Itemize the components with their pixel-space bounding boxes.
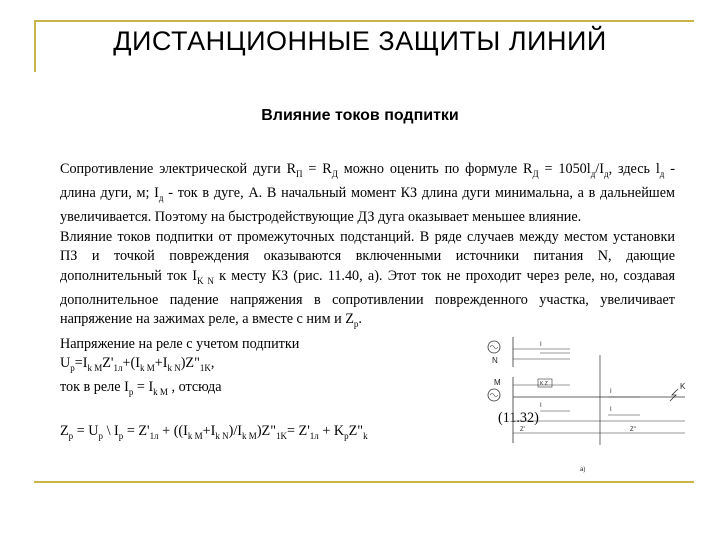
source-m-wave <box>490 394 498 397</box>
fault-zigzag-icon <box>670 389 678 401</box>
label-k: K <box>680 382 686 391</box>
label-kz: K Z <box>540 381 548 387</box>
label-z2: Z" <box>630 427 636 433</box>
label-a: а) <box>580 467 586 473</box>
slide-title: ДИСТАНЦИОННЫЕ ЗАЩИТЫ ЛИНИЙ <box>113 26 607 56</box>
label-n: N <box>492 356 498 365</box>
label-ikn-top: I <box>540 342 542 348</box>
paragraph-arc-resistance: Сопротивление электрической дуги $R_П = R_Д$ можно оценить по формуле $R_Д = 1050l_д/I_д$, здесь $l_д$ - длина дуги, м; $I_д$ - ток в дуге, А. В начальный момент КЗ длина дуги минимальна, а в дальнейшем увеличивается. Поэтому на быстродействующие ДЗ дуга оказывает меньшее влияние. <box>60 161 675 226</box>
source-n-wave <box>490 346 498 349</box>
label-ikm-right: I <box>610 407 612 413</box>
line-relay-voltage-intro: Напряжение на реле с учетом подпитки <box>60 335 300 352</box>
label-ikn-right: I <box>610 389 612 395</box>
label-z1: Z' <box>520 427 525 433</box>
line-relay-voltage-formula: $U_р=I_{k M}Z'_{1л}+(I_{k M}+I_{k N})Z"_{1K}$, <box>60 354 215 373</box>
label-m: M <box>494 378 501 387</box>
line-relay-current: ток в реле $I_р = I_{k M}$ , отсюда <box>60 379 222 398</box>
frame-bottom-rule <box>34 481 694 483</box>
label-ip: I <box>540 403 542 409</box>
feed-current-diagram <box>480 335 695 480</box>
equation-number: (11.32) <box>498 410 539 426</box>
line-impedance-formula: $Z_р = U_р$ \ $I_р = Z'_{1л}$ + $((I_{k M}+I_{k N})/I_{k M})Z"_{1K}= Z'_{1л}$ + $K_рZ"_k$ <box>60 423 368 442</box>
paragraph-feed-currents: Влияние токов подпитки от промежуточных подстанций. В ряде случаев между местом установки ПЗ и точкой повреждения оказываются включенными источники питания N, дающие дополнительный ток $I_{K N}$ к месту КЗ (рис. 11.40, а). Этот ток не проходит через реле, но, создавая дополнительное падение напряжения в сопротивлении поврежденного участка, увеличивает напряжение на зажимах реле, а вместе с ним и $Z_р$. <box>60 228 675 330</box>
slide-subtitle: Влияние токов подпитки <box>261 107 459 124</box>
frame-top-rule <box>34 20 694 22</box>
